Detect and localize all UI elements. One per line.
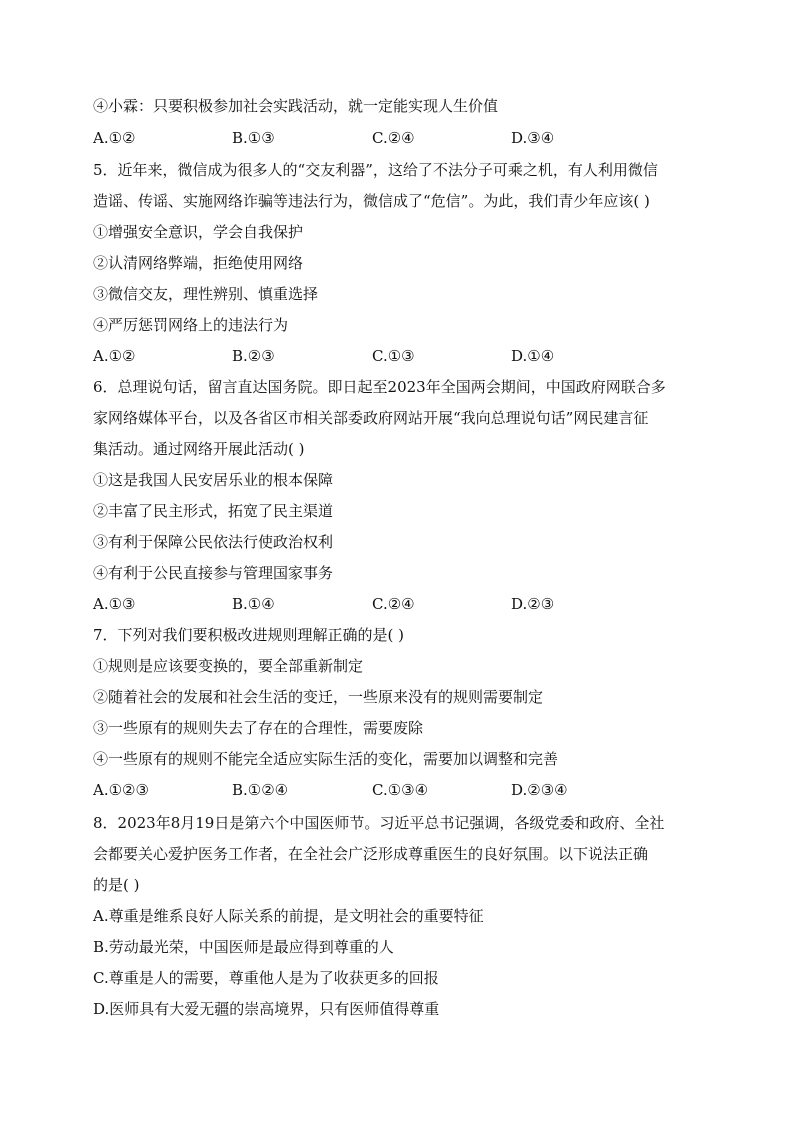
q4-option-a: A.①② — [93, 129, 136, 147]
q5-item-3: ③微信交友，理性辨别、慎重选择 — [93, 285, 319, 303]
q5-option-d: D.①④ — [511, 347, 555, 365]
q6-stem-line-2: 家网络媒体平台，以及各省区市相关部委政府网站开展“我向总理说句话”网民建言征 — [93, 409, 649, 427]
q4-option-b: B.①③ — [232, 129, 275, 147]
q8-choice-b: B.劳动最光荣，中国医师是最应得到尊重的人 — [93, 938, 394, 956]
q7-option-c: C.①③④ — [372, 781, 429, 799]
q5-stem-line-1: 5．近年来，微信成为很多人的“交友利器”，这给了不法分子可乘之机，有人利用微信 — [93, 161, 658, 179]
q8-choice-a: A.尊重是维系良好人际关系的前提，是文明社会的重要特征 — [93, 907, 484, 925]
q6-option-a: A.①③ — [93, 595, 136, 613]
q6-item-2: ②丰富了民主形式，拓宽了民主渠道 — [93, 502, 334, 520]
q5-option-b: B.②③ — [232, 347, 275, 365]
q7-option-a: A.①②③ — [93, 781, 149, 799]
q8-stem-line-3: 的是( ) — [93, 876, 140, 894]
q5-item-1: ①增强安全意识，学会自我保护 — [93, 223, 304, 241]
q6-stem-line-3: 集活动。通过网络开展此活动( ) — [93, 440, 305, 458]
q6-item-3: ③有利于保障公民依法行使政治权利 — [93, 533, 334, 551]
q6-options — [93, 594, 713, 614]
q5-stem-line-2: 造谣、传谣、实施网络诈骗等违法行为，微信成了“危信”。为此，我们青少年应该( ) — [93, 192, 650, 210]
q4-option-d: D.③④ — [511, 129, 555, 147]
q4-item-4: ④小霖：只要积极参加社会实践活动，就一定能实现人生价值 — [93, 97, 499, 115]
q7-item-3: ③一些原有的规则失去了存在的合理性，需要废除 — [93, 719, 424, 737]
q5-option-a: A.①② — [93, 347, 136, 365]
q6-item-4: ④有利于公民直接参与管理国家事务 — [93, 564, 334, 582]
q4-options — [93, 128, 713, 148]
q6-option-d: D.②③ — [511, 595, 555, 613]
q8-stem-line-2: 会都要关心爱护医务工作者，在全社会广泛形成尊重医生的良好氛围。以下说法正确 — [93, 845, 649, 863]
q7-stem-line-1: 7．下列对我们要积极改进规则理解正确的是( ) — [93, 626, 405, 644]
q6-option-c: C.②④ — [372, 595, 415, 613]
q7-item-1: ①规则是应该要变换的，要全部重新制定 — [93, 657, 364, 675]
q7-item-4: ④一些原有的规则不能完全适应实际生活的变化，需要加以调整和完善 — [93, 750, 559, 768]
q7-options — [93, 780, 713, 800]
q6-item-1: ①这是我国人民安居乐业的根本保障 — [93, 471, 334, 489]
q5-options — [93, 346, 713, 366]
q8-stem-line-1: 8．2023年8月19日是第六个中国医师节。习近平总书记强调，各级党委和政府、全社 — [93, 814, 665, 832]
q6-option-b: B.①④ — [232, 595, 275, 613]
q5-item-4: ④严厉惩罚网络上的违法行为 — [93, 316, 289, 334]
q5-item-2: ②认清网络弊端，拒绝使用网络 — [93, 254, 304, 272]
q7-option-d: D.②③④ — [511, 781, 568, 799]
q8-choice-c: C.尊重是人的需要，尊重他人是为了收获更多的回报 — [93, 969, 439, 987]
q5-option-c: C.①③ — [372, 347, 415, 365]
q6-stem-line-1: 6．总理说句话，留言直达国务院。即日起至2023年全国两会期间，中国政府网联合多 — [93, 378, 666, 396]
q4-option-c: C.②④ — [372, 129, 415, 147]
q7-item-2: ②随着社会的发展和社会生活的变迁，一些原来没有的规则需要制定 — [93, 688, 544, 706]
q7-option-b: B.①②④ — [232, 781, 289, 799]
q8-choice-d: D.医师具有大爱无疆的崇高境界，只有医师值得尊重 — [93, 1000, 440, 1018]
